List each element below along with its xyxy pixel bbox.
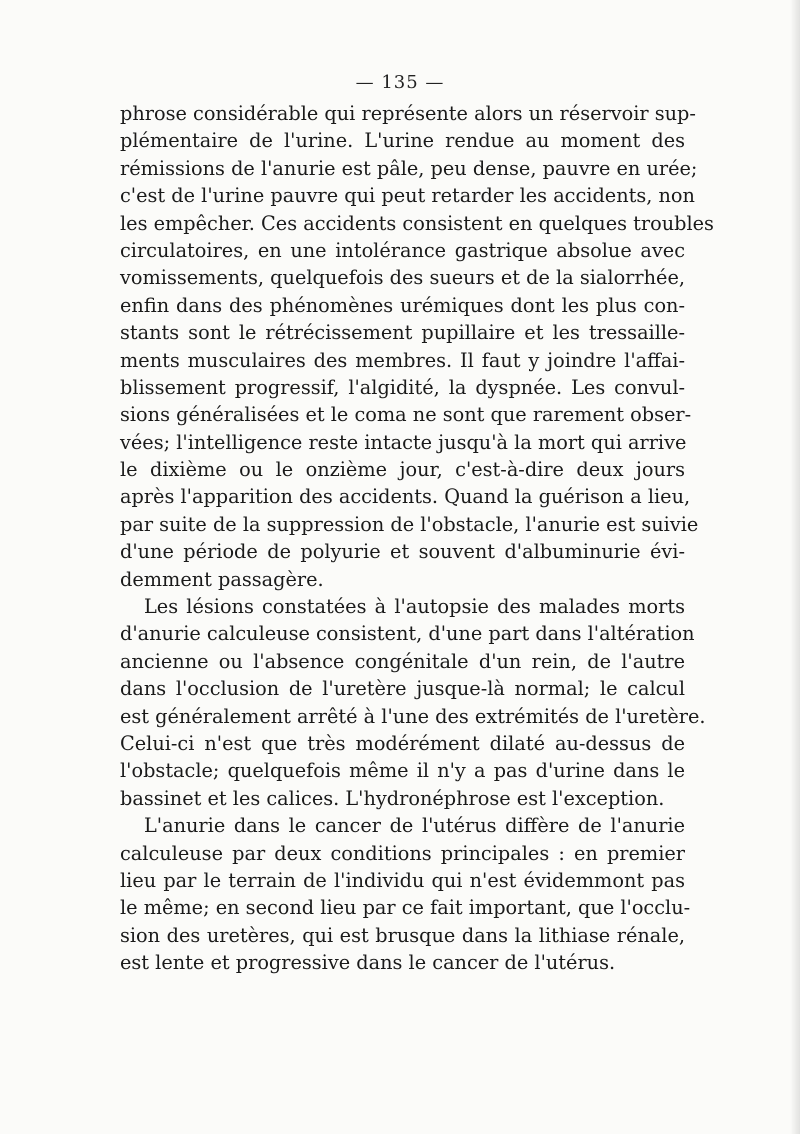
text-line: est généralement arrêté à l'une des extrémités de l'uretère.: [120, 704, 706, 728]
text-line: le dixième ou le onzième jour, c'est-à-dire deux jours: [120, 458, 685, 482]
text-line: par suite de la suppression de l'obstacle, l'anurie est suivie: [120, 512, 699, 536]
text-line: stants sont le rétrécissement pupillaire et les tressaille-: [120, 321, 685, 345]
paragraph-3: [120, 812, 691, 976]
text-line: ments musculaires des membres. Il faut y joindre l'affai-: [120, 348, 685, 372]
text-line: les empêcher. Ces accidents consistent en quelques troubles: [120, 211, 714, 235]
text-line: lieu par le terrain de l'individu qui n'est évidemmont pas: [120, 868, 685, 892]
text-line: sion des uretères, qui est brusque dans la lithiase rénale,: [120, 923, 685, 947]
text-line: est lente et progressive dans le cancer de l'utérus.: [120, 951, 616, 975]
paragraph-1: [120, 100, 714, 593]
text-line: ancienne ou l'absence congénitale d'un rein, de l'autre: [120, 649, 685, 673]
text-line: dans l'occlusion de l'uretère jusque-là normal; le calcul: [120, 677, 685, 701]
text-line: calculeuse par deux conditions principales : en premier: [120, 841, 685, 865]
text-line: sions généralisées et le coma ne sont que rarement obser-: [120, 403, 692, 427]
text-line: circulatoires, en une intolérance gastrique absolue avec: [120, 238, 685, 262]
text-line: L'anurie dans le cancer de l'utérus diffère de l'anurie: [144, 814, 685, 838]
text-line: d'anurie calculeuse consistent, d'une part dans l'altération: [120, 622, 695, 646]
text-line: le même; en second lieu par ce fait important, que l'occlu-: [120, 896, 691, 920]
text-line: plémentaire de l'urine. L'urine rendue au moment des: [120, 129, 685, 153]
text-line: phrose considérable qui représente alors un réservoir sup-: [120, 102, 696, 125]
text-line: Les lésions constatées à l'autopsie des malades morts: [144, 595, 685, 619]
page-number: — 135 —: [355, 72, 445, 93]
body-text: [120, 100, 714, 977]
text-line: c'est de l'urine pauvre qui peut retarder les accidents, non: [120, 184, 695, 208]
text-line: enfin dans des phénomènes urémiques dont les plus con-: [120, 293, 685, 317]
text-line: vomissements, quelquefois des sueurs et de la sialorrhée,: [120, 266, 685, 290]
text-line: bassinet et les calices. L'hydronéphrose est l'exception.: [120, 786, 665, 810]
text-line: d'une période de polyurie et souvent d'albuminurie évi-: [120, 540, 685, 564]
paragraph-2: [120, 593, 706, 812]
text-line: après l'apparition des accidents. Quand la guérison a lieu,: [120, 485, 691, 509]
text-line: vées; l'intelligence reste intacte jusqu'à la mort qui arrive: [120, 430, 687, 454]
text-line: rémissions de l'anurie est pâle, peu dense, pauvre en urée;: [120, 156, 698, 180]
text-line: l'obstacle; quelquefois même il n'y a pas d'urine dans le: [120, 759, 685, 783]
page-edge-shadow: [790, 0, 800, 1134]
text-line: Celui-ci n'est que très modérément dilaté au-dessus de: [120, 731, 685, 755]
text-line: demment passagère.: [120, 567, 324, 591]
text-line: blissement progressif, l'algidité, la dyspnée. Les convul-: [120, 375, 685, 399]
